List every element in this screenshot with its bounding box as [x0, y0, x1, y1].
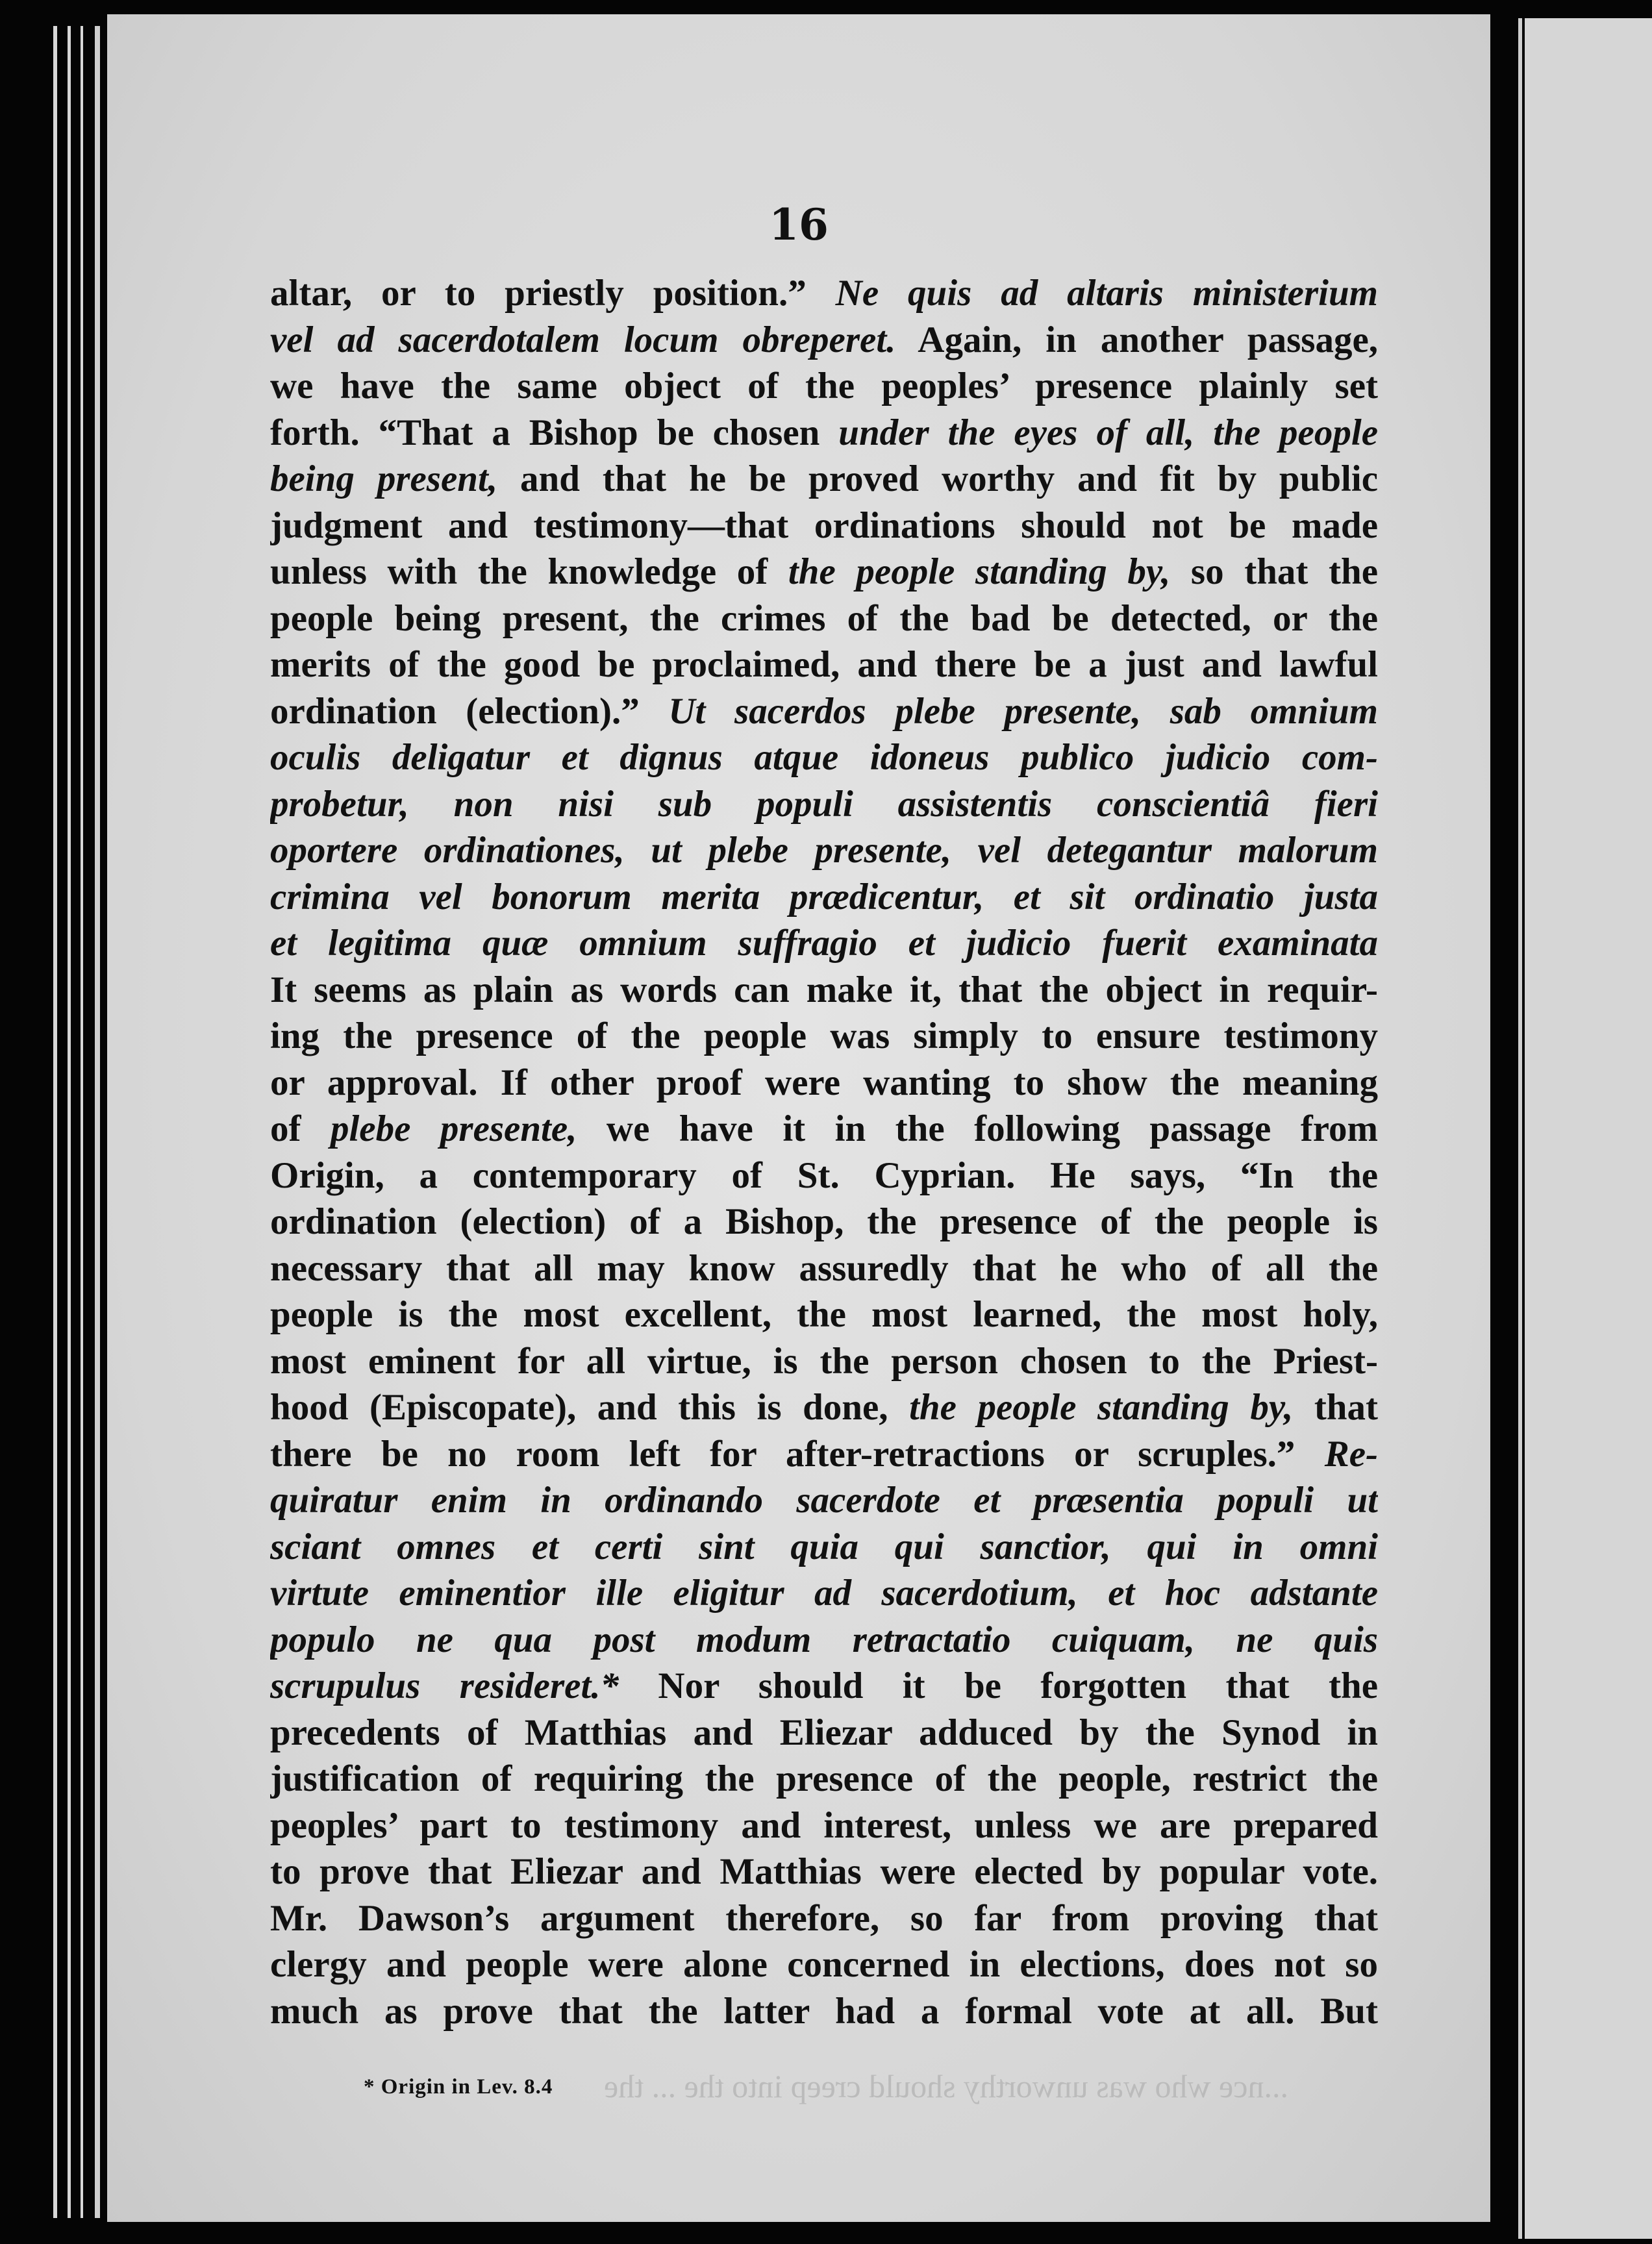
- italic-text-run: probetur, non nisi sub populi assistentis conscientiâ fieri: [270, 783, 1378, 825]
- text-line: [270, 874, 1378, 921]
- text-line: [270, 920, 1378, 967]
- text-line: [270, 1849, 1378, 1895]
- italic-text-run: Ne quis ad altaris ministerium: [835, 273, 1378, 314]
- text-run: we have the same object of the peoples’ presence plainly set: [270, 366, 1378, 406]
- text-line: [270, 410, 1378, 456]
- text-run: hood (Episcopate), and this is done,: [270, 1387, 910, 1428]
- text-run: people is the most excellent, the most learned, the most holy,: [270, 1294, 1378, 1335]
- text-run: merits of the good be proclaimed, and there be a just and lawful: [270, 644, 1378, 685]
- italic-text-run: Re-: [1324, 1433, 1378, 1475]
- footnote: * Origin in Lev. 8.4: [364, 2075, 553, 2099]
- text-line: [270, 1338, 1378, 1385]
- italic-text-run: virtute eminentior ille eligitur ad sacerdotium, et hoc adstante: [270, 1573, 1378, 1614]
- text-run: we have it in the following passage from: [577, 1108, 1378, 1149]
- text-line: [270, 1663, 1378, 1710]
- italic-text-run: under the eyes of all, the people: [838, 412, 1378, 453]
- text-run: people being present, the crimes of the bad be detected, or the: [270, 597, 1378, 639]
- italic-text-run: oportere ordinationes, ut plebe presente, vel detegantur malorum: [270, 830, 1378, 871]
- text-line: [270, 688, 1378, 735]
- italic-text-run: crimina vel bonorum merita prædicentur, et sit ordinatio justa: [270, 876, 1378, 917]
- text-line: [270, 456, 1378, 503]
- text-run: of: [270, 1108, 331, 1149]
- text-run: so that the: [1170, 551, 1378, 592]
- text-run: forth. “That a Bishop be chosen: [270, 412, 839, 453]
- text-run: or approval. If other proof were wanting to show the meaning: [270, 1062, 1378, 1103]
- text-run: peoples’ part to testimony and interest, unless we are prepared: [270, 1804, 1378, 1846]
- text-line: [270, 1477, 1378, 1524]
- text-line: [270, 1802, 1378, 1849]
- text-line: [270, 1106, 1378, 1153]
- text-run: Origin, a contemporary of St. Cyprian. He says, “In the: [270, 1154, 1378, 1196]
- text-run: Mr. Dawson’s argument therefore, so far from proving that: [270, 1897, 1378, 1939]
- body-text: [270, 270, 1378, 2034]
- page-edge: [95, 26, 100, 2218]
- italic-text-run: the people standing by,: [909, 1387, 1294, 1428]
- bleed-through-text: ...nce who was unworthy should creep into the ... the: [604, 2068, 1288, 2104]
- italic-text-run: plebe presente,: [330, 1108, 577, 1149]
- text-line: [270, 549, 1378, 595]
- italic-text-run: sciant omnes et certi sint quia qui sanctior, qui in omni: [270, 1526, 1378, 1567]
- text-run: judgment and testimony—that ordinations should not be made: [270, 505, 1378, 546]
- text-line: [270, 642, 1378, 688]
- text-line: [270, 595, 1378, 642]
- text-line: [270, 1153, 1378, 1199]
- facing-page: [1525, 18, 1652, 2239]
- text-line: [270, 1291, 1378, 1338]
- text-line: [270, 270, 1378, 317]
- text-run: and that he be proved worthy and fit by public: [497, 458, 1378, 499]
- text-line: [270, 1199, 1378, 1245]
- text-line: [270, 1384, 1378, 1431]
- text-line: [270, 734, 1378, 781]
- text-run: unless with the knowledge of: [270, 551, 788, 592]
- text-run: most eminent for all virtue, is the person chosen to the Priest-: [270, 1340, 1378, 1382]
- text-line: [270, 1570, 1378, 1617]
- text-run: there be no room left for after-retractions or scruples.”: [270, 1433, 1325, 1475]
- text-line: [270, 827, 1378, 874]
- text-run: that: [1293, 1387, 1378, 1428]
- italic-text-run: being present,: [270, 458, 498, 499]
- text-line: [270, 1431, 1378, 1478]
- text-line: [270, 503, 1378, 549]
- text-line: [270, 1524, 1378, 1571]
- text-line: [270, 1710, 1378, 1756]
- text-line: [270, 363, 1378, 410]
- text-line: [270, 967, 1378, 1014]
- page-edge: [81, 26, 83, 2218]
- italic-text-run: et legitima quæ omnium suffragio et judicio fuerit examinata: [270, 923, 1378, 964]
- text-run: justification of requiring the presence of the people, restrict the: [270, 1758, 1378, 1799]
- italic-text-run: Ut sacerdos plebe presente, sab omnium: [668, 690, 1378, 732]
- text-line: [270, 781, 1378, 828]
- italic-text-run: oculis deligatur et dignus atque idoneus publico judicio com-: [270, 737, 1378, 778]
- text-run: necessary that all may know assuredly that he who of all the: [270, 1247, 1378, 1289]
- text-line: [270, 1617, 1378, 1664]
- text-run: much as prove that the latter had a formal vote at all. But: [270, 1990, 1378, 2032]
- text-run: Nor should it be forgotten that the: [619, 1665, 1378, 1706]
- page-edge: [68, 26, 71, 2218]
- text-run: precedents of Matthias and Eliezar adduced by the Synod in: [270, 1712, 1378, 1753]
- text-line: [270, 1895, 1378, 1942]
- facing-page-edge: [1518, 18, 1522, 2239]
- text-line: [270, 1245, 1378, 1292]
- italic-text-run: populo ne qua post modum retractatio cuiquam, ne quis: [270, 1619, 1378, 1660]
- text-run: ing the presence of the people was simply to ensure testimony: [270, 1016, 1378, 1056]
- italic-text-run: vel ad sacerdotalem locum obreperet.: [270, 319, 896, 360]
- page-number: 16: [769, 199, 829, 250]
- italic-text-run: quiratur enim in ordinando sacerdote et præsentia populi ut: [270, 1480, 1378, 1521]
- italic-text-run: the people standing by,: [788, 551, 1171, 592]
- text-run: to prove that Eliezar and Matthias were elected by popular vote.: [270, 1851, 1378, 1892]
- text-line: [270, 1941, 1378, 1988]
- text-run: It seems as plain as words can make it, that the object in requir-: [270, 969, 1378, 1010]
- text-run: clergy and people were alone concerned in elections, does not so: [270, 1944, 1378, 1985]
- text-line: [270, 1060, 1378, 1106]
- text-run: ordination (election).”: [270, 690, 669, 732]
- text-run: Again, in another passage,: [895, 319, 1378, 360]
- text-line: [270, 1013, 1378, 1060]
- text-run: altar, or to priestly position.”: [270, 273, 836, 314]
- text-line: [270, 317, 1378, 364]
- page-edge: [53, 26, 57, 2218]
- text-line: [270, 1756, 1378, 1802]
- italic-text-run: scrupulus resideret.*: [270, 1665, 620, 1706]
- text-run: ordination (election) of a Bishop, the presence of the people is: [270, 1201, 1378, 1242]
- text-line: [270, 1988, 1378, 2035]
